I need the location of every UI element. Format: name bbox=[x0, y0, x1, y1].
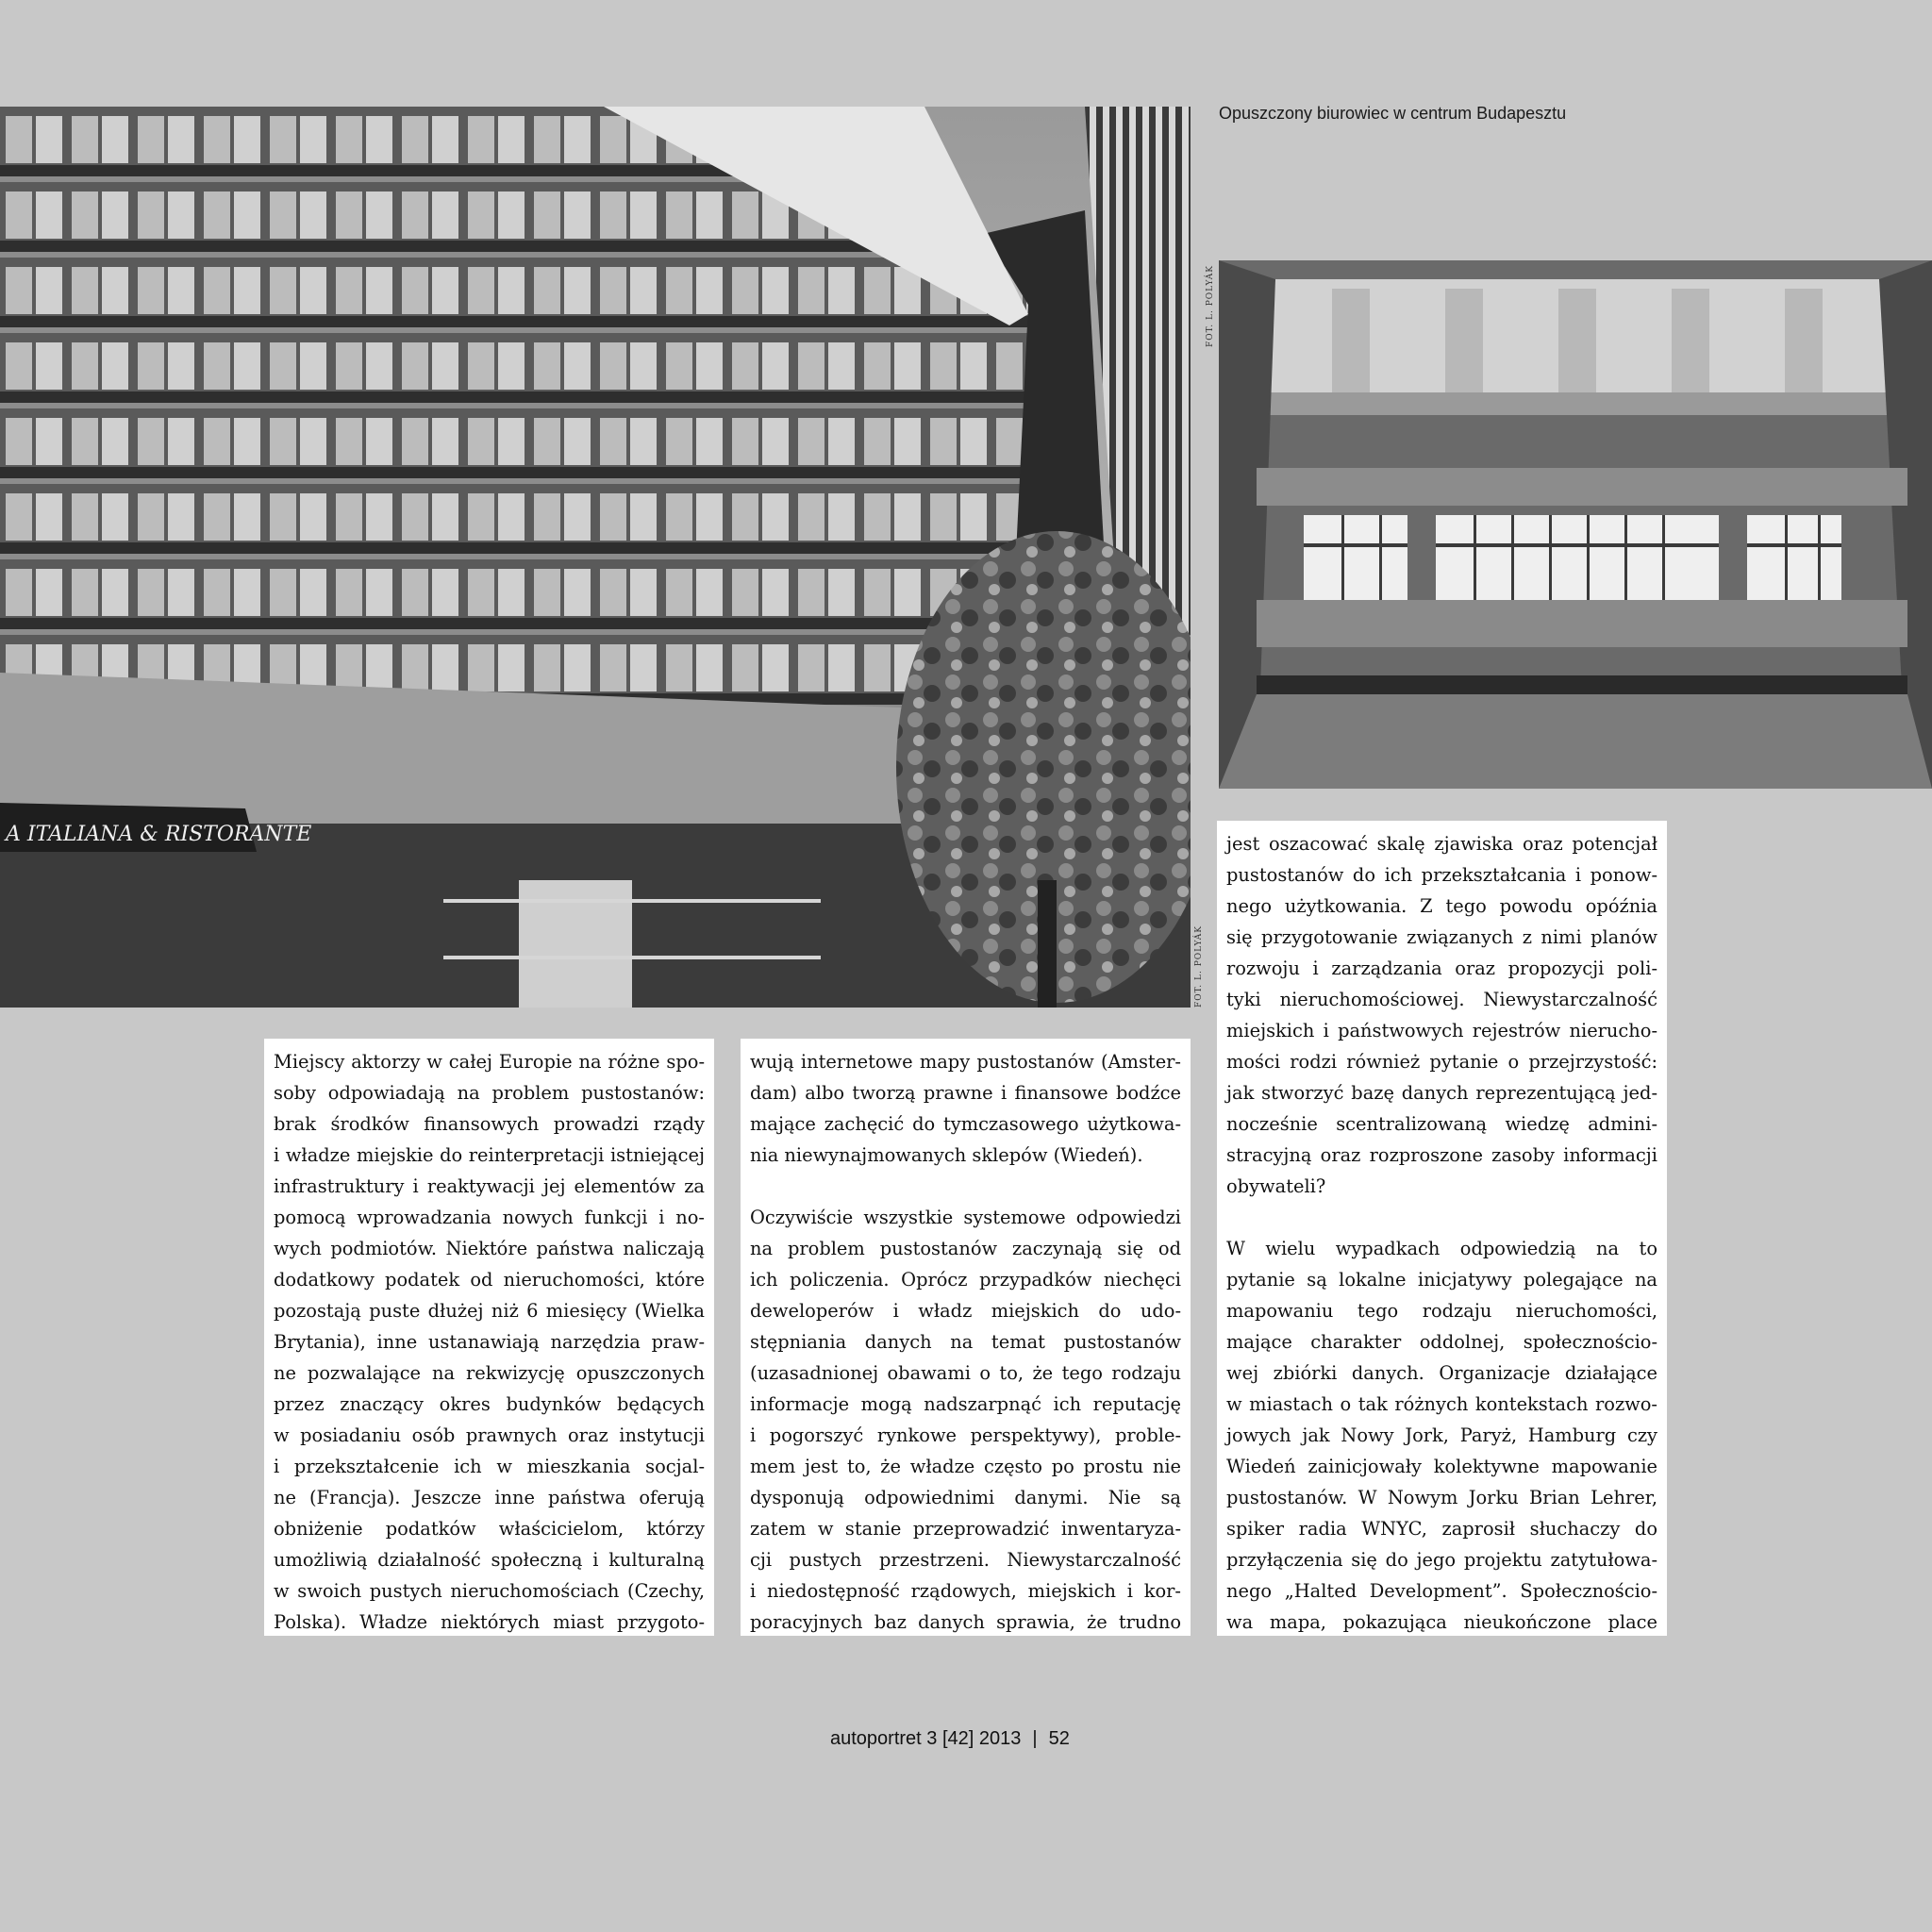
text-line: wa mapa, pokazująca nieukończone place bbox=[1226, 1611, 1657, 1633]
text-line: mające charakter oddolnej, społecznościo- bbox=[1226, 1331, 1657, 1353]
text-line: dysponują odpowiednimi danymi. Nie są bbox=[750, 1487, 1181, 1508]
footer-separator: | bbox=[1032, 1728, 1038, 1749]
text-line: W wielu wypadkach odpowiedzią na to bbox=[1226, 1238, 1657, 1259]
text-line: jowych jak Nowy Jork, Paryż, Hamburg czy bbox=[1226, 1424, 1657, 1446]
paragraph-break bbox=[750, 1171, 1181, 1202]
text-line: deweloperów i władz miejskich do udo- bbox=[750, 1300, 1181, 1322]
text-line: zatem w stanie przeprowadzić inwentaryza- bbox=[750, 1518, 1181, 1540]
text-line: pustostanów do ich przekształcania i ponow- bbox=[1226, 864, 1657, 886]
photo-credit-left: FOT. L. POLYÁK bbox=[1194, 924, 1204, 1008]
text-line: spiker radia WNYC, zaprosił słuchaczy do bbox=[1226, 1518, 1657, 1540]
text-line: nocześnie scentralizowaną wiedzę admini- bbox=[1226, 1113, 1657, 1135]
text-line: mości rodzi również pytanie o przejrzystość: bbox=[1226, 1051, 1657, 1073]
text-line: umożliwią działalność społeczną i kulturalną bbox=[274, 1549, 705, 1571]
text-line: w swoich pustych nieruchomościach (Czechy, bbox=[274, 1580, 705, 1602]
text-line: w posiadaniu osób prawnych oraz instytucji bbox=[274, 1424, 705, 1446]
text-line: mem jest to, że władze często po prostu nie bbox=[750, 1456, 1181, 1477]
text-line: i przekształcenie ich w mieszkania socjal- bbox=[274, 1456, 705, 1477]
text-line: miejskich i państwowych rejestrów nierucho- bbox=[1226, 1020, 1657, 1041]
text-line: rozwoju i zarządzania oraz propozycji poli- bbox=[1226, 958, 1657, 979]
text-line: cji pustych przestrzeni. Niewystarczalność bbox=[750, 1549, 1181, 1571]
text-line: poracyjnych baz danych sprawia, że trudno bbox=[750, 1611, 1181, 1633]
text-line: obniżenie podatków właścicielom, którzy bbox=[274, 1518, 705, 1540]
text-line: ich policzenia. Oprócz przypadków niechęci bbox=[750, 1269, 1181, 1291]
photo-abandoned-interior bbox=[1219, 260, 1932, 789]
page-number: 52 bbox=[1048, 1728, 1070, 1749]
text-line: Brytania), inne ustanawiają narzędzia praw- bbox=[274, 1331, 705, 1353]
text-line: się przygotowanie związanych z nimi planów bbox=[1226, 926, 1657, 948]
text-line: przyłączenia się do jego projektu zatytułowa- bbox=[1226, 1549, 1657, 1571]
text-line: mapowaniu tego rodzaju nieruchomości, bbox=[1226, 1300, 1657, 1322]
building-illustration bbox=[0, 107, 1191, 1008]
text-line: ne pozwalające na rekwizycję opuszczonych bbox=[274, 1362, 705, 1384]
text-line: Oczywiście wszystkie systemowe odpowiedzi bbox=[750, 1207, 1181, 1228]
text-line: ne (Francja). Jeszcze inne państwa oferują bbox=[274, 1487, 705, 1508]
text-line: wej zbiórki danych. Organizacje działające bbox=[1226, 1362, 1657, 1384]
interior-illustration bbox=[1219, 260, 1932, 789]
text-line: infrastruktury i reaktywacji jej elementów za bbox=[274, 1175, 705, 1197]
text-line: pozostają puste dłużej niż 6 miesięcy (Wielka bbox=[274, 1300, 705, 1322]
text-line: tyki nieruchomościowej. Niewystarczalność bbox=[1226, 989, 1657, 1010]
text-line: nego użytkowania. Z tego powodu opóźnia bbox=[1226, 895, 1657, 917]
photo-credit-right: FOT. L. POLYÁK bbox=[1206, 264, 1215, 347]
text-line: brak środków finansowych prowadzi rządy bbox=[274, 1113, 705, 1135]
text-line: Polska). Władze niektórych miast przygoto- bbox=[274, 1611, 705, 1633]
text-line: mające zachęcić do tymczasowego użytkowa- bbox=[750, 1113, 1181, 1135]
awning-sign-text: A ITALIANA & RISTORANTE bbox=[6, 823, 312, 846]
text-line: (uzasadnionej obawami o to, że tego rodzaju bbox=[750, 1362, 1181, 1384]
text-line: pytanie są lokalne inicjatywy polegające na bbox=[1226, 1269, 1657, 1291]
text-line: wują internetowe mapy pustostanów (Amster- bbox=[750, 1051, 1181, 1073]
photo-caption: Opuszczony biurowiec w centrum Budapesztu bbox=[1219, 104, 1567, 123]
page-footer bbox=[830, 1728, 1070, 1750]
text-line: stracyjną oraz rozproszone zasoby informacji bbox=[1226, 1144, 1657, 1166]
text-line: dodatkowy podatek od nieruchomości, które bbox=[274, 1269, 705, 1291]
paragraph-break bbox=[1226, 1202, 1657, 1233]
issue-label: autoportret 3 [42] 2013 bbox=[830, 1728, 1022, 1749]
text-line: jak stworzyć bazę danych reprezentującą jed- bbox=[1226, 1082, 1657, 1104]
text-column-3 bbox=[1217, 821, 1667, 1636]
text-line: pustostanów. W Nowym Jorku Brian Lehrer, bbox=[1226, 1487, 1657, 1508]
photo-office-building bbox=[0, 107, 1191, 1008]
text-line: obywateli? bbox=[1226, 1175, 1326, 1197]
text-line: w miastach o tak różnych kontekstach rozwo- bbox=[1226, 1393, 1657, 1415]
text-line: informacje mogą nadszarpnąć ich reputację bbox=[750, 1393, 1181, 1415]
text-line: jest oszacować skalę zjawiska oraz potencjał bbox=[1226, 833, 1657, 855]
text-column-1 bbox=[264, 1039, 714, 1636]
text-line: nego „Halted Development”. Społecznościo- bbox=[1226, 1580, 1657, 1602]
text-column-2 bbox=[741, 1039, 1191, 1636]
text-line: przez znaczący okres budynków będących bbox=[274, 1393, 705, 1415]
text-line: stępniania danych na temat pustostanów bbox=[750, 1331, 1181, 1353]
text-line: pomocą wprowadzania nowych funkcji i no- bbox=[274, 1207, 705, 1228]
text-line: wych podmiotów. Niektóre państwa naliczają bbox=[274, 1238, 705, 1259]
text-line: i władze miejskie do reinterpretacji istniejącej bbox=[274, 1144, 705, 1166]
text-line: na problem pustostanów zaczynają się od bbox=[750, 1238, 1181, 1259]
text-line: Miejscy aktorzy w całej Europie na różne spo- bbox=[274, 1051, 705, 1073]
text-line: soby odpowiadają na problem pustostanów: bbox=[274, 1082, 705, 1104]
text-line: nia niewynajmowanych sklepów (Wiedeń). bbox=[750, 1144, 1143, 1166]
text-line: Wiedeń zainicjowały kolektywne mapowanie bbox=[1226, 1456, 1657, 1477]
text-line: i niedostępność rządowych, miejskich i kor- bbox=[750, 1580, 1181, 1602]
text-line: i pogorszyć rynkowe perspektywy), proble- bbox=[750, 1424, 1181, 1446]
text-line: dam) albo tworzą prawne i finansowe bodźce bbox=[750, 1082, 1181, 1104]
